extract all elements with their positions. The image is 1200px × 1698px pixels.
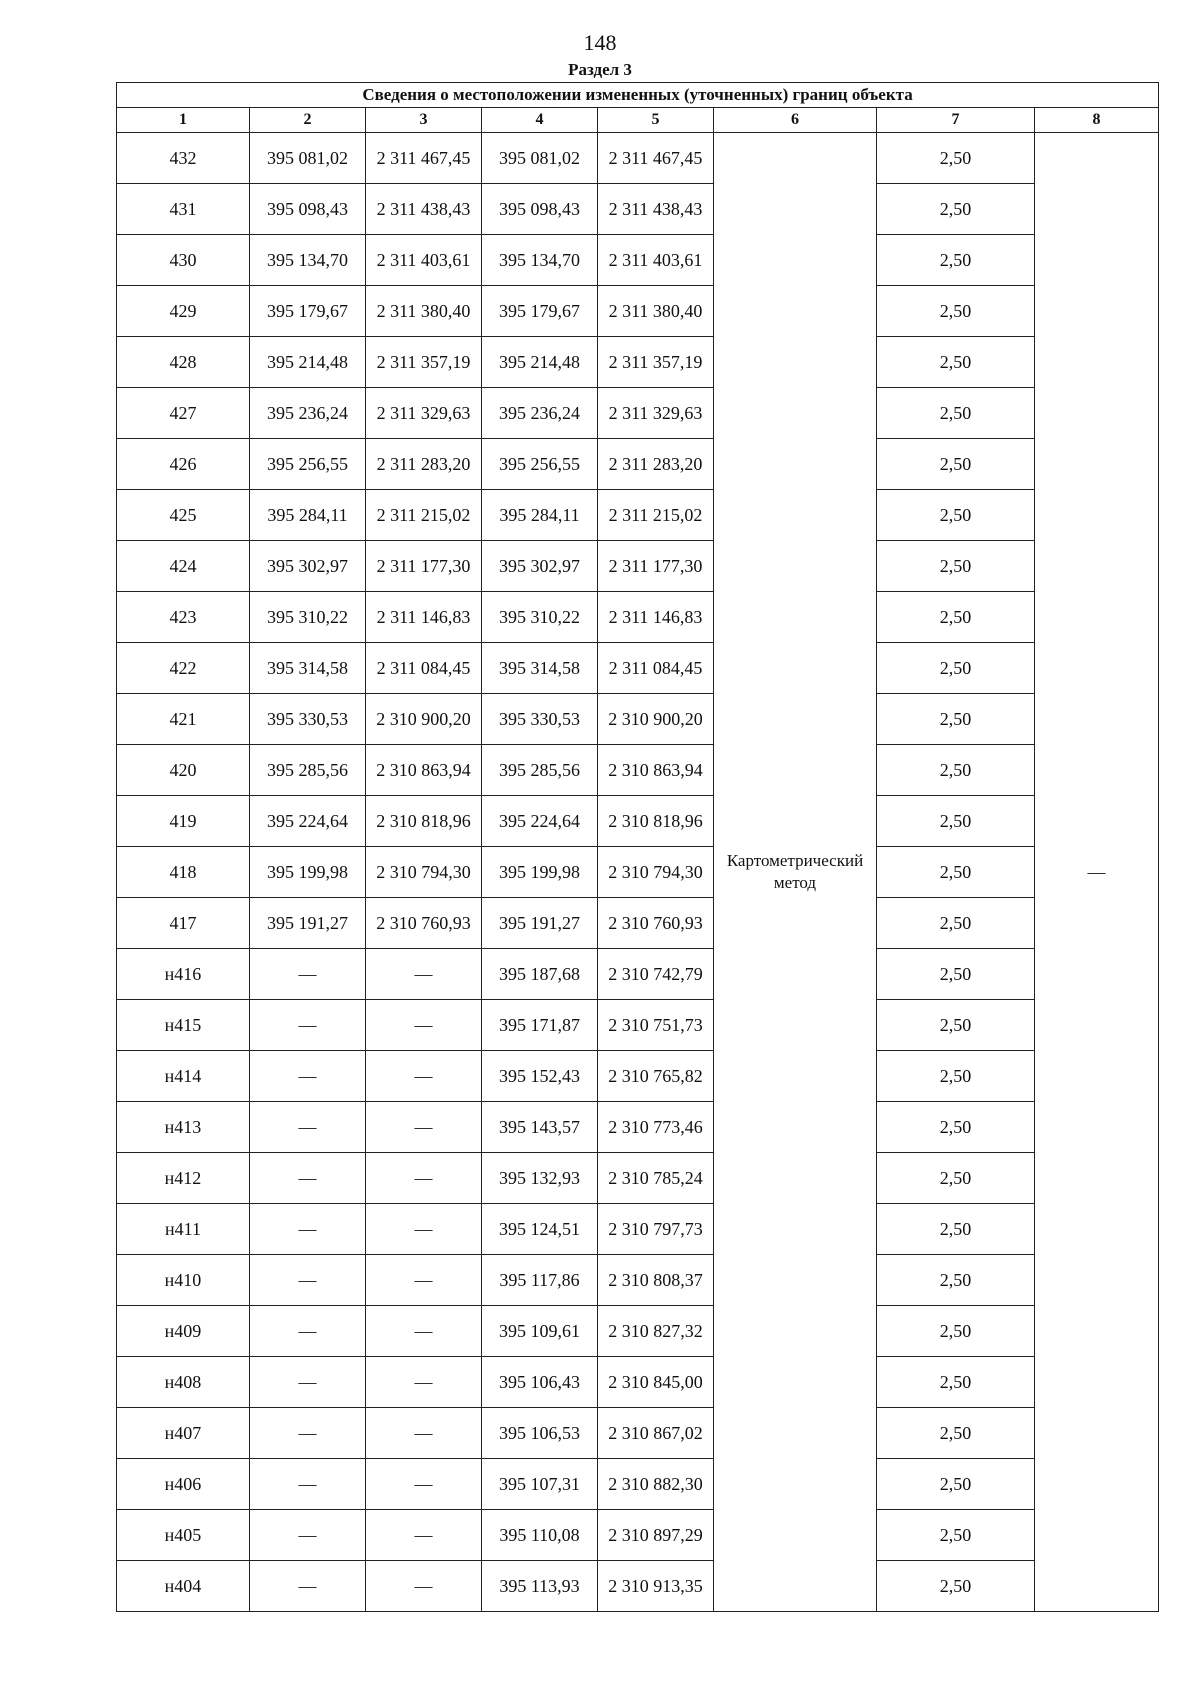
new-y-cell: 2 311 329,63 <box>598 388 714 439</box>
method-cell: Картометрический метод <box>714 133 877 1612</box>
accuracy-cell: 2,50 <box>877 1204 1035 1255</box>
new-x-cell: 395 179,67 <box>482 286 598 337</box>
old-x-cell: 395 199,98 <box>250 847 366 898</box>
old-y-cell: 2 310 863,94 <box>366 745 482 796</box>
table-row <box>117 1051 1159 1102</box>
accuracy-cell: 2,50 <box>877 1408 1035 1459</box>
column-8-cell: — <box>1035 133 1159 1612</box>
old-y-cell: — <box>366 1408 482 1459</box>
point-number-cell: 426 <box>117 439 250 490</box>
new-x-cell: 395 098,43 <box>482 184 598 235</box>
table-row <box>117 592 1159 643</box>
old-y-cell: — <box>366 1357 482 1408</box>
old-x-cell: 395 236,24 <box>250 388 366 439</box>
point-number-cell: 429 <box>117 286 250 337</box>
table-row <box>117 1357 1159 1408</box>
old-y-cell: 2 311 177,30 <box>366 541 482 592</box>
point-number-cell: н410 <box>117 1255 250 1306</box>
old-x-cell: — <box>250 1357 366 1408</box>
table-row <box>117 1561 1159 1612</box>
table-row <box>117 1408 1159 1459</box>
point-number-cell: н411 <box>117 1204 250 1255</box>
new-x-cell: 395 224,64 <box>482 796 598 847</box>
old-x-cell: — <box>250 1408 366 1459</box>
accuracy-cell: 2,50 <box>877 898 1035 949</box>
section-title: Раздел 3 <box>568 60 632 79</box>
new-y-cell: 2 310 863,94 <box>598 745 714 796</box>
old-y-cell: — <box>366 1204 482 1255</box>
accuracy-cell: 2,50 <box>877 337 1035 388</box>
new-y-cell: 2 310 900,20 <box>598 694 714 745</box>
new-y-cell: 2 311 438,43 <box>598 184 714 235</box>
new-y-cell: 2 310 845,00 <box>598 1357 714 1408</box>
accuracy-cell: 2,50 <box>877 592 1035 643</box>
old-x-cell: 395 191,27 <box>250 898 366 949</box>
table-row <box>117 1000 1159 1051</box>
new-y-cell: 2 311 146,83 <box>598 592 714 643</box>
point-number-cell: 421 <box>117 694 250 745</box>
old-x-cell: — <box>250 1153 366 1204</box>
new-y-cell: 2 310 760,93 <box>598 898 714 949</box>
old-x-cell: 395 314,58 <box>250 643 366 694</box>
new-x-cell: 395 081,02 <box>482 133 598 184</box>
point-number-cell: 424 <box>117 541 250 592</box>
table-row <box>117 388 1159 439</box>
new-x-cell: 395 134,70 <box>482 235 598 286</box>
column-number: 7 <box>877 108 1035 133</box>
old-x-cell: — <box>250 1102 366 1153</box>
old-y-cell: — <box>366 1306 482 1357</box>
new-x-cell: 395 314,58 <box>482 643 598 694</box>
point-number-cell: 425 <box>117 490 250 541</box>
new-y-cell: 2 310 773,46 <box>598 1102 714 1153</box>
old-y-cell: 2 310 794,30 <box>366 847 482 898</box>
table-row <box>117 847 1159 898</box>
new-y-cell: 2 311 357,19 <box>598 337 714 388</box>
old-y-cell: 2 311 084,45 <box>366 643 482 694</box>
point-number-cell: 432 <box>117 133 250 184</box>
point-number-cell: н412 <box>117 1153 250 1204</box>
accuracy-cell: 2,50 <box>877 643 1035 694</box>
new-x-cell: 395 302,97 <box>482 541 598 592</box>
column-number-row <box>117 108 1159 133</box>
table-row <box>117 337 1159 388</box>
new-x-cell: 395 187,68 <box>482 949 598 1000</box>
coordinates-table <box>116 82 1159 1612</box>
old-y-cell: 2 310 900,20 <box>366 694 482 745</box>
column-number: 6 <box>714 108 877 133</box>
old-y-cell: 2 310 818,96 <box>366 796 482 847</box>
new-x-cell: 395 236,24 <box>482 388 598 439</box>
new-x-cell: 395 106,43 <box>482 1357 598 1408</box>
table-row <box>117 541 1159 592</box>
table-row <box>117 643 1159 694</box>
column-number: 1 <box>117 108 250 133</box>
point-number-cell: 420 <box>117 745 250 796</box>
point-number-cell: 423 <box>117 592 250 643</box>
old-x-cell: 395 214,48 <box>250 337 366 388</box>
table-row <box>117 796 1159 847</box>
page-number: 148 <box>583 30 617 55</box>
new-y-cell: 2 311 084,45 <box>598 643 714 694</box>
new-y-cell: 2 311 467,45 <box>598 133 714 184</box>
table-row <box>117 1306 1159 1357</box>
accuracy-cell: 2,50 <box>877 1153 1035 1204</box>
accuracy-cell: 2,50 <box>877 1102 1035 1153</box>
point-number-cell: 431 <box>117 184 250 235</box>
table-row <box>117 184 1159 235</box>
accuracy-cell: 2,50 <box>877 949 1035 1000</box>
table-row <box>117 490 1159 541</box>
point-number-cell: н408 <box>117 1357 250 1408</box>
old-y-cell: — <box>366 1000 482 1051</box>
accuracy-cell: 2,50 <box>877 745 1035 796</box>
accuracy-cell: 2,50 <box>877 490 1035 541</box>
column-number: 8 <box>1035 108 1159 133</box>
table-row <box>117 1204 1159 1255</box>
old-y-cell: 2 311 329,63 <box>366 388 482 439</box>
new-y-cell: 2 310 751,73 <box>598 1000 714 1051</box>
new-x-cell: 395 107,31 <box>482 1459 598 1510</box>
old-y-cell: — <box>366 1510 482 1561</box>
point-number-cell: н404 <box>117 1561 250 1612</box>
old-y-cell: — <box>366 1102 482 1153</box>
old-x-cell: — <box>250 1204 366 1255</box>
old-x-cell: 395 284,11 <box>250 490 366 541</box>
table-row <box>117 694 1159 745</box>
table-row <box>117 133 1159 184</box>
new-x-cell: 395 124,51 <box>482 1204 598 1255</box>
new-x-cell: 395 310,22 <box>482 592 598 643</box>
point-number-cell: 428 <box>117 337 250 388</box>
new-x-cell: 395 285,56 <box>482 745 598 796</box>
table-caption: Сведения о местоположении измененных (уточненных) границ объекта <box>117 83 1159 108</box>
old-y-cell: — <box>366 1153 482 1204</box>
new-x-cell: 395 256,55 <box>482 439 598 490</box>
point-number-cell: н415 <box>117 1000 250 1051</box>
old-y-cell: — <box>366 1051 482 1102</box>
old-x-cell: 395 224,64 <box>250 796 366 847</box>
old-x-cell: 395 330,53 <box>250 694 366 745</box>
old-x-cell: — <box>250 1051 366 1102</box>
old-y-cell: 2 311 380,40 <box>366 286 482 337</box>
accuracy-cell: 2,50 <box>877 133 1035 184</box>
column-number: 5 <box>598 108 714 133</box>
old-y-cell: 2 311 283,20 <box>366 439 482 490</box>
table-row <box>117 1510 1159 1561</box>
accuracy-cell: 2,50 <box>877 1510 1035 1561</box>
new-y-cell: 2 311 215,02 <box>598 490 714 541</box>
table-row <box>117 235 1159 286</box>
old-y-cell: — <box>366 1459 482 1510</box>
old-x-cell: — <box>250 1459 366 1510</box>
new-x-cell: 395 109,61 <box>482 1306 598 1357</box>
old-y-cell: 2 310 760,93 <box>366 898 482 949</box>
old-y-cell: 2 311 438,43 <box>366 184 482 235</box>
old-x-cell: — <box>250 1561 366 1612</box>
new-y-cell: 2 311 283,20 <box>598 439 714 490</box>
accuracy-cell: 2,50 <box>877 1459 1035 1510</box>
new-y-cell: 2 310 867,02 <box>598 1408 714 1459</box>
old-x-cell: 395 256,55 <box>250 439 366 490</box>
accuracy-cell: 2,50 <box>877 388 1035 439</box>
new-x-cell: 395 132,93 <box>482 1153 598 1204</box>
new-y-cell: 2 310 785,24 <box>598 1153 714 1204</box>
accuracy-cell: 2,50 <box>877 1051 1035 1102</box>
new-y-cell: 2 310 913,35 <box>598 1561 714 1612</box>
point-number-cell: н413 <box>117 1102 250 1153</box>
table-row <box>117 1255 1159 1306</box>
table-row <box>117 1102 1159 1153</box>
new-x-cell: 395 117,86 <box>482 1255 598 1306</box>
table-row <box>117 1459 1159 1510</box>
accuracy-cell: 2,50 <box>877 1255 1035 1306</box>
old-x-cell: — <box>250 1510 366 1561</box>
old-x-cell: — <box>250 1306 366 1357</box>
new-x-cell: 395 143,57 <box>482 1102 598 1153</box>
point-number-cell: н406 <box>117 1459 250 1510</box>
old-x-cell: 395 285,56 <box>250 745 366 796</box>
column-number: 3 <box>366 108 482 133</box>
point-number-cell: 427 <box>117 388 250 439</box>
old-y-cell: 2 311 215,02 <box>366 490 482 541</box>
accuracy-cell: 2,50 <box>877 1000 1035 1051</box>
new-x-cell: 395 191,27 <box>482 898 598 949</box>
old-x-cell: — <box>250 1000 366 1051</box>
old-x-cell: 395 302,97 <box>250 541 366 592</box>
point-number-cell: 418 <box>117 847 250 898</box>
table-row <box>117 745 1159 796</box>
accuracy-cell: 2,50 <box>877 847 1035 898</box>
column-number: 2 <box>250 108 366 133</box>
table-row <box>117 949 1159 1000</box>
point-number-cell: н416 <box>117 949 250 1000</box>
new-x-cell: 395 110,08 <box>482 1510 598 1561</box>
new-y-cell: 2 311 403,61 <box>598 235 714 286</box>
new-x-cell: 395 214,48 <box>482 337 598 388</box>
point-number-cell: 417 <box>117 898 250 949</box>
accuracy-cell: 2,50 <box>877 541 1035 592</box>
new-x-cell: 395 152,43 <box>482 1051 598 1102</box>
point-number-cell: 430 <box>117 235 250 286</box>
new-x-cell: 395 171,87 <box>482 1000 598 1051</box>
old-x-cell: 395 179,67 <box>250 286 366 337</box>
new-y-cell: 2 310 827,32 <box>598 1306 714 1357</box>
accuracy-cell: 2,50 <box>877 286 1035 337</box>
point-number-cell: н405 <box>117 1510 250 1561</box>
accuracy-cell: 2,50 <box>877 235 1035 286</box>
old-y-cell: — <box>366 949 482 1000</box>
table-row <box>117 439 1159 490</box>
accuracy-cell: 2,50 <box>877 694 1035 745</box>
old-y-cell: 2 311 467,45 <box>366 133 482 184</box>
point-number-cell: н407 <box>117 1408 250 1459</box>
new-y-cell: 2 310 897,29 <box>598 1510 714 1561</box>
new-y-cell: 2 310 797,73 <box>598 1204 714 1255</box>
column-number: 4 <box>482 108 598 133</box>
accuracy-cell: 2,50 <box>877 1561 1035 1612</box>
point-number-cell: 419 <box>117 796 250 847</box>
old-y-cell: 2 311 357,19 <box>366 337 482 388</box>
new-y-cell: 2 310 818,96 <box>598 796 714 847</box>
new-y-cell: 2 310 742,79 <box>598 949 714 1000</box>
old-x-cell: 395 310,22 <box>250 592 366 643</box>
old-y-cell: 2 311 403,61 <box>366 235 482 286</box>
new-x-cell: 395 106,53 <box>482 1408 598 1459</box>
point-number-cell: 422 <box>117 643 250 694</box>
new-x-cell: 395 330,53 <box>482 694 598 745</box>
new-y-cell: 2 310 765,82 <box>598 1051 714 1102</box>
new-y-cell: 2 310 808,37 <box>598 1255 714 1306</box>
old-x-cell: 395 098,43 <box>250 184 366 235</box>
new-x-cell: 395 113,93 <box>482 1561 598 1612</box>
new-y-cell: 2 310 794,30 <box>598 847 714 898</box>
old-x-cell: 395 134,70 <box>250 235 366 286</box>
table-row <box>117 898 1159 949</box>
point-number-cell: н409 <box>117 1306 250 1357</box>
old-x-cell: — <box>250 949 366 1000</box>
accuracy-cell: 2,50 <box>877 1357 1035 1408</box>
table-row <box>117 286 1159 337</box>
accuracy-cell: 2,50 <box>877 1306 1035 1357</box>
point-number-cell: н414 <box>117 1051 250 1102</box>
old-y-cell: — <box>366 1561 482 1612</box>
accuracy-cell: 2,50 <box>877 439 1035 490</box>
old-y-cell: — <box>366 1255 482 1306</box>
table-row <box>117 1153 1159 1204</box>
table-body <box>117 133 1159 1612</box>
old-y-cell: 2 311 146,83 <box>366 592 482 643</box>
new-y-cell: 2 311 380,40 <box>598 286 714 337</box>
new-x-cell: 395 284,11 <box>482 490 598 541</box>
new-y-cell: 2 310 882,30 <box>598 1459 714 1510</box>
new-y-cell: 2 311 177,30 <box>598 541 714 592</box>
old-x-cell: — <box>250 1255 366 1306</box>
accuracy-cell: 2,50 <box>877 184 1035 235</box>
new-x-cell: 395 199,98 <box>482 847 598 898</box>
old-x-cell: 395 081,02 <box>250 133 366 184</box>
accuracy-cell: 2,50 <box>877 796 1035 847</box>
